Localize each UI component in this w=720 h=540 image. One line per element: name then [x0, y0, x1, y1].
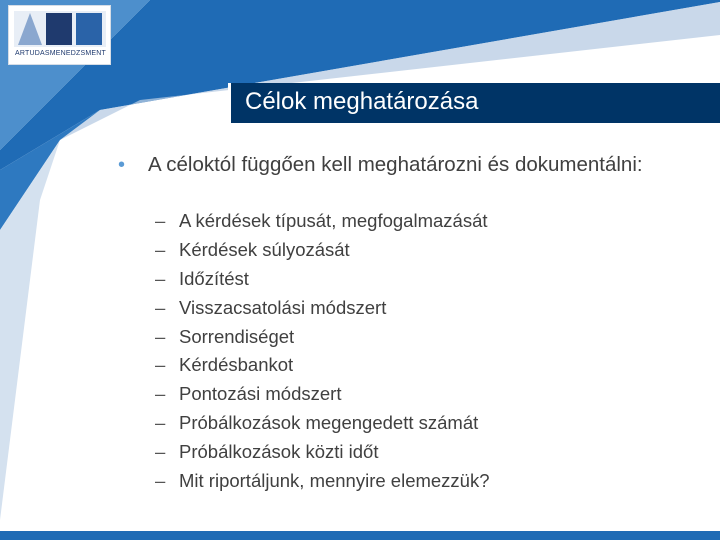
main-bullet-text: A céloktól függően kell meghatározni és dokumentálni: [148, 153, 643, 176]
dash-icon: – [155, 441, 166, 463]
list-item-label: Pontozási módszert [179, 383, 342, 405]
list-item-label: Kérdések súlyozását [179, 238, 350, 260]
list-item-label: Mit riportáljunk, mennyire elemezzük? [179, 470, 490, 492]
list-item [155, 412, 695, 441]
dash-icon: – [155, 354, 166, 376]
logo-caption: ARTUDASMENEDZSMENT [15, 50, 106, 57]
slide-title: Célok meghatározása [245, 88, 479, 115]
list-item-label: Kérdésbankot [179, 354, 294, 376]
list-item [155, 441, 695, 470]
list-item [155, 326, 695, 355]
bottom-accent-band [0, 531, 720, 540]
list-item [155, 239, 695, 268]
list-item-label: Próbálkozások megengedett számát [179, 412, 479, 434]
logo-letters-graphic [14, 11, 106, 47]
list-item-label: Próbálkozások közti időt [179, 441, 379, 463]
list-item [155, 383, 695, 412]
logo [8, 5, 111, 65]
dash-icon: – [155, 412, 166, 434]
list-item-label: Időzítést [179, 267, 249, 289]
bullet-dot-icon: • [118, 154, 126, 176]
list-item [155, 297, 695, 326]
sub-bullet-list [155, 210, 695, 499]
dash-icon: – [155, 325, 166, 347]
list-item-label: Visszacsatolási módszert [179, 296, 387, 318]
list-item [155, 268, 695, 297]
list-item-label: A kérdések típusát, megfogalmazását [179, 210, 488, 231]
list-item [155, 210, 695, 239]
dash-icon: – [155, 267, 166, 289]
title-bar [228, 83, 720, 123]
list-item-label: Sorrendiséget [179, 325, 295, 347]
list-item [155, 354, 695, 383]
dash-icon: – [155, 383, 166, 405]
dash-icon: – [155, 210, 166, 231]
dash-icon: – [155, 470, 166, 492]
dash-icon: – [155, 238, 166, 260]
list-item [155, 470, 695, 499]
dash-icon: – [155, 296, 166, 318]
